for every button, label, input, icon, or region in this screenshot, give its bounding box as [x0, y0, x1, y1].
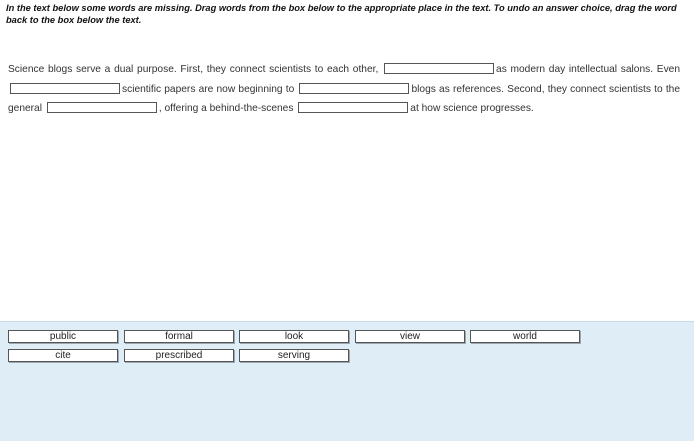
- answer-blank-5[interactable]: [298, 102, 408, 113]
- word-tile-prescribed[interactable]: prescribed: [124, 349, 234, 362]
- answer-blank-3[interactable]: [299, 83, 409, 94]
- answer-blank-2[interactable]: [10, 83, 120, 94]
- word-tile-world[interactable]: world: [470, 330, 580, 343]
- cloze-passage: [8, 60, 680, 119]
- passage-segment: blogs as references. Second, they connect scientists to the general: [8, 83, 680, 114]
- word-bank[interactable]: [0, 321, 694, 441]
- instructions-text: In the text below some words are missing. Drag words from the box below to the appropriate place in the text. To undo an answer choice, drag the word back to the box below the text.: [6, 3, 677, 25]
- answer-blank-1[interactable]: [384, 63, 494, 74]
- word-tile-view[interactable]: view: [355, 330, 465, 343]
- word-tile-serving[interactable]: serving: [239, 349, 349, 362]
- passage-segment: scientific papers are now beginning to: [122, 83, 295, 95]
- word-tile-formal[interactable]: formal: [124, 330, 234, 343]
- passage-segment: as modern day intellectual salons. Even: [496, 64, 681, 75]
- word-tile-public[interactable]: public: [8, 330, 118, 343]
- answer-blank-4[interactable]: [47, 102, 157, 113]
- passage-segment: at how science progresses.: [410, 103, 534, 114]
- word-tile-look[interactable]: look: [239, 330, 349, 343]
- passage-segment: , offering a behind-the-scenes: [158, 103, 294, 114]
- word-tile-cite[interactable]: cite: [8, 349, 118, 362]
- passage-segment: Science blogs serve a dual purpose. First, they connect scientists to each other,: [8, 64, 379, 75]
